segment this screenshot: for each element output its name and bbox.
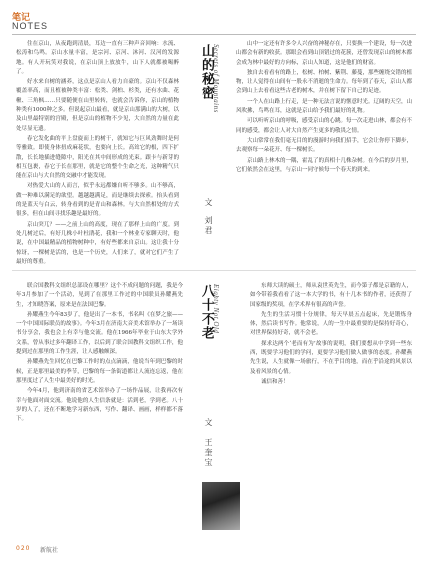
page-number: 020 xyxy=(16,545,31,552)
section-label-en: NOTES xyxy=(12,21,49,31)
article1-left-column xyxy=(16,40,179,268)
author-photo xyxy=(202,482,240,530)
paragraph: 孙耀燕生今年83岁了，他是出了一本书，书名叫《在梦之旅——一个中国国际联员的故事》。今年3月在济南大音美术馆举办了一场读书分享会，我也会上有幸与他交流。他在1966年毕业于山东大学外文系，曾从事过多年翻译工作，以后到了联合国教科文组织工作，他提到过在那里的工作生涯，让人感触颇深。 xyxy=(16,311,183,356)
header-rule xyxy=(12,34,416,35)
author-name: 刘君 xyxy=(204,216,213,236)
paragraph: 可以听听京山的呼吸，感受京山的心跳。每一次走进山林，都会有不同的感受，都会让人对大自然产生更多的敬畏之情。 xyxy=(236,118,413,134)
author-name: 王奎宝 xyxy=(204,438,213,468)
article2-right-column xyxy=(250,282,412,534)
article-title: 八十不老 xyxy=(199,284,214,340)
publication-name: 新航社 xyxy=(40,547,59,554)
paragraph: 独自去看看有的路上，松树、柏树、紫荆、藤蔓，那些缠绕交错的植物，让人觉得在山间有一股永不消逝的生命力。每年到了春天，京山人都会到山上去看看这些古老的树木，并在树下留下自己的足迹。 xyxy=(236,69,413,95)
paragraph: 一个人在山路上行走，是一种无法言说的惬意时光。辽阔的天空，山风吹拂，鸟鸣在耳，这就是京山给予我们最好的礼物。 xyxy=(236,98,413,115)
author-marker: 文 xyxy=(204,198,213,208)
paragraph: 京山突兀？——之前上山的高度，现在了那样上山的广度。到处几树过后，有好几株小叶杜鹃花，我和一个林业专家聊天时，他说，在中国最精品的植物树种中，有好些都来自京山。这让我十分惊讶，一棵树是活的，也是一个历史，人们来了，就对它们产生了最好的尊重。 xyxy=(16,221,179,265)
article-subtitle: Eighty Not Old xyxy=(212,284,220,334)
article-divider xyxy=(12,270,416,271)
paragraph: 东师大读的硕士，师从袁世英先生，而今第子都是京籍的人，如今带着我看看了这一本大学的书，有十几本书的作者，还获得了国家级的奖项，在学术界有很高的声誉。 xyxy=(250,283,412,308)
paragraph: 孙耀燕先生回忆在巴黎工作时的点点滴滴，他说当年到巴黎的时候，正是那里最美的季节，巴黎的每一条街道都让人流连忘返，他在那里度过了人生中最美好的时光。 xyxy=(16,359,183,384)
paragraph: 诚信和善！ xyxy=(261,378,289,385)
article1-right-column xyxy=(236,40,412,268)
paragraph: 先生的生活习惯十分规律，每天早晨五点起床，先是锻炼身体，然后读书写作。他常说，人的一生中最重要的是保持好奇心，对世界保持好奇，就不会老。 xyxy=(250,311,412,337)
paragraph: 联合国教科文组织总部设在哪里？这个不成问题的问题，我是今年3月参加了一个活动，见到了在那里工作过的中国联员孙耀燕先生，才知晓答案，原来是在法国巴黎。 xyxy=(16,283,183,308)
article-title: 山的秘密 xyxy=(199,44,214,100)
article2-left-column xyxy=(16,282,183,534)
paragraph: 好水来自树的涵养，这点是京山人看力自豪的。京山不仅森林覆盖率高，而且植被种类丰富：松类、剑柏、杉类，还有水曲、花楸、三角枫……只要随便在山里转转，也就会告诉你，京山的植物种类有1000种之多。但说起京山最看，就是京山那满山的大树，以及山里最特别的宫殿，但是京山的植物不少见，大自然的力量在此处尽显无遗。 xyxy=(16,79,179,132)
article-subtitle: Secrets of Mountains xyxy=(212,44,220,113)
author-marker: 文 xyxy=(204,418,213,428)
paragraph: 山中一定还有许多令人兴奋的神秘存在，只要换一个建设，每一次进山都会有新的收获。那眼会看到山顶错过的花簇，还曾发现京山的树木都会成为林中最好的方向标，京山人知道，这是他们的财富。 xyxy=(236,41,413,66)
paragraph: 对热爱大山的人而言，似乎永远都嫌自听不够多。山不够高，做一种难以满足的欲望。越越越满足，而是继续去探索。抬头看到的是蓝天与白云，转身看到的是青山和森林。与大自然相处的方式很多，但在山间寻找乐趣是最好的。 xyxy=(16,183,179,218)
paragraph: 大山常常在我们毫无目的的漫游时向我们招手，它会让你停下脚步，去观察每一朵花开、每一棵树长。 xyxy=(236,137,413,154)
paragraph: 住在京山，从夜跑到清晨，耳边一直有三种声音回响：水流、松涛和鸟鸣。京山水量丰富，是宗河、京河、沐河、汉河的发源地。有人开玩笑对我说，在京山顶上放放牛，山下人就都被喝醉了。 xyxy=(16,41,179,75)
paragraph: 今年4月，他到济南的省艺术馆举办了一场作品展，让我再次有幸与他面对面交流。他说他的人生信条就是：活到老，学到老。八十岁的人了，还在不断地学习新东西，写作、翻译、画画，样样都不落下。 xyxy=(16,388,183,423)
section-label: 笔记 xyxy=(12,13,31,23)
paragraph: 春它发化曲的平上盘旋而上的树干，就知它与巨风劲舞时是何等雅致。即使身体扭成麻花状，也要向上长。高耸它的根，四下扩散，长长地插进缝隙中，阳光在其中间形成的光束。跟卡与新芽的相互包裹，春它于长在那里，就是它的整个生命之光，这种精气只能在京山与大自然的交融中才能发现。 xyxy=(16,135,179,180)
paragraph: 探求达两个‘老而有为’故事的说明，我们要想从中学到一些东西，既要学习他们的学问，更要学习他们做人做事的态度。孙耀燕先生说，人生就像一场旅行，不在乎目的地，而在乎沿途的风景以及看风景的心情。 xyxy=(250,340,412,375)
paragraph: 京山路上林木的一隅，霍乱了的真相十几株杂树。在今后的岁月里，它们依然会在这里，与京山一同守候每一个春天的到来。 xyxy=(236,157,413,173)
